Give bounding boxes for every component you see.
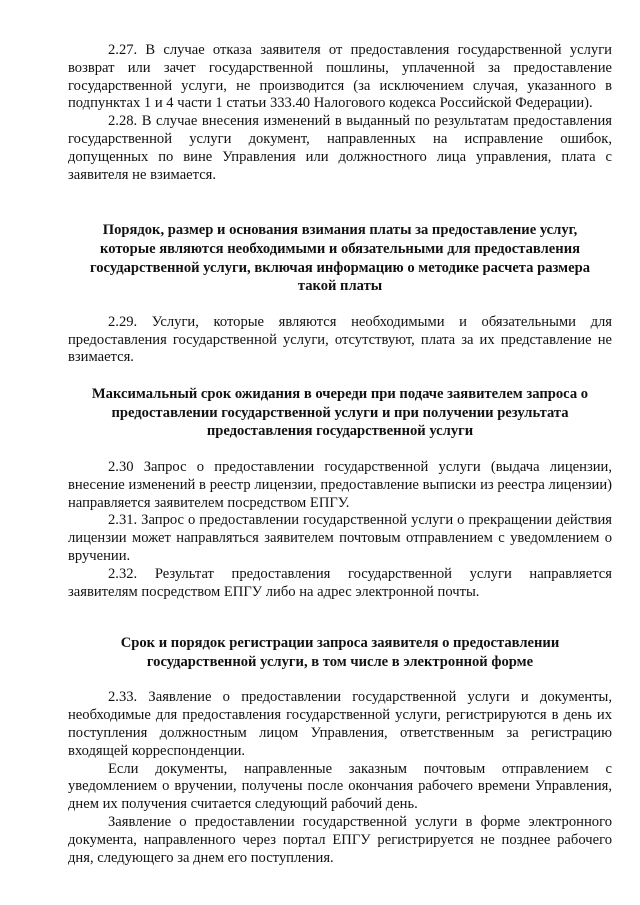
paragraph-2-28: 2.28. В случае внесения изменений в выданный по результатам предоставления государственной услуги документ, направленных на исправление ошибок, допущенных по вине Управления или должностного лица управления, плата с заявителя не взимается. <box>68 113 612 183</box>
document-body <box>68 42 612 867</box>
paragraph-2-30: 2.30 Запрос о предоставлении государственной услуги (выдача лицензии, внесение изменений в реестр лицензии, предоставление выписки из реестра лицензии) направляется заявителем посредством ЕПГУ. <box>68 458 612 511</box>
paragraph-2-33: 2.33. Заявление о предоставлении государственной услуги и документы, необходимые для предоставления государственной услуги, регистрируются в день их поступления должностным лицом Управления, ответственным за регистрацию входящей корреспонденции. <box>68 689 612 759</box>
spacer <box>68 367 612 385</box>
paragraph-2-32: 2.32. Результат предоставления государственной услуги направляется заявителям посредством ЕПГУ либо на адрес электронной почты. <box>68 565 612 600</box>
spacer <box>68 671 612 689</box>
paragraph-2-31: 2.31. Запрос о предоставлении государственной услуги о прекращении действия лицензии может направляться заявителем почтовым отправлением с уведомлением о вручении. <box>68 512 612 564</box>
section-heading-fees: Порядок, размер и основания взимания платы за предоставление услуг, которые являются необходимыми и обязательными для предоставления государственной услуги, включая информацию о методике расчета размера такой платы <box>89 222 591 295</box>
paragraph-electronic-registration: Заявление о предоставлении государственной услуги в форме электронного документа, направленного через портал ЕПГУ регистрируется не позднее рабочего дня, следующего за днем его поступления. <box>68 814 612 866</box>
spacer <box>68 601 612 634</box>
spacer <box>68 184 612 221</box>
paragraph-2-27: 2.27. В случае отказа заявителя от предоставления государственной услуги возврат или зачет государственной пошлины, уплаченной за предоставление государственной услуги, не производится (за исключением случая, указанного в подпунктах 1 и 4 части 1 статьи 333.40 Налогового кодекса Российской Федерации). <box>68 42 612 112</box>
spacer <box>68 441 612 459</box>
spacer <box>68 296 612 314</box>
section-heading-queue-time: Максимальный срок ожидания в очереди при подаче заявителем запроса о предоставлении государственной услуги и при получении результата предоставления государственной услуги <box>91 386 589 440</box>
paragraph-2-29: 2.29. Услуги, которые являются необходимыми и обязательными для предоставления государственной услуги, отсутствуют, плата за их представление не взимается. <box>68 313 612 366</box>
paragraph-postal-delivery: Если документы, направленные заказным почтовым отправлением с уведомлением о вручении, получены после окончания рабочего времени Управления, днем их получения считается следующий рабочий день. <box>68 760 612 813</box>
section-heading-registration: Срок и порядок регистрации запроса заявителя о предоставлении государственной услуги, в том числе в электронной форме <box>120 635 560 670</box>
